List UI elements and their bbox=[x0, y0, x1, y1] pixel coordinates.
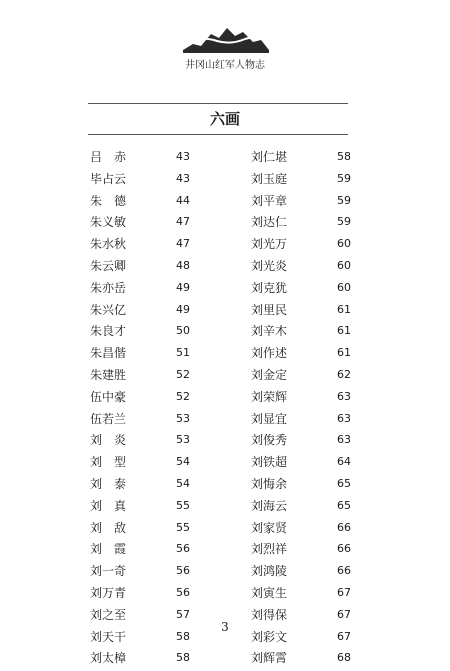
entry-page: 57 bbox=[176, 607, 190, 621]
index-entry bbox=[90, 170, 190, 192]
index-entry bbox=[90, 148, 190, 170]
entry-page: 61 bbox=[337, 302, 351, 316]
entry-page: 47 bbox=[176, 215, 190, 229]
index-entry bbox=[90, 235, 190, 257]
entry-page: 59 bbox=[337, 193, 351, 207]
index-entry bbox=[90, 584, 190, 606]
entry-name: 刘寅生 bbox=[251, 585, 288, 600]
entry-name: 刘辉霄 bbox=[251, 651, 288, 666]
index-entry bbox=[251, 453, 351, 475]
entry-name: 刘 霞 bbox=[90, 542, 127, 557]
section-title: 六画 bbox=[209, 110, 240, 128]
entry-page: 56 bbox=[176, 585, 190, 599]
entry-page: 66 bbox=[337, 542, 351, 556]
index-entry bbox=[90, 519, 190, 541]
entry-name: 朱建胜 bbox=[90, 367, 127, 382]
bottom-rule bbox=[88, 134, 348, 135]
entry-page: 64 bbox=[337, 455, 351, 469]
ground-line bbox=[183, 50, 269, 53]
entry-name: 刘万青 bbox=[90, 585, 127, 600]
entry-page: 66 bbox=[337, 564, 351, 578]
entry-page: 67 bbox=[337, 629, 351, 643]
entry-page: 48 bbox=[176, 258, 190, 272]
entry-name: 刘 型 bbox=[90, 455, 127, 470]
entry-page: 58 bbox=[176, 629, 190, 643]
index-entry bbox=[251, 279, 351, 301]
index-entry bbox=[251, 649, 351, 671]
right-index-column bbox=[251, 148, 351, 671]
entry-name: 刘达仁 bbox=[251, 215, 288, 230]
entry-page: 50 bbox=[176, 324, 190, 338]
entry-name: 刘荣辉 bbox=[251, 389, 288, 404]
entry-page: 65 bbox=[337, 476, 351, 490]
entry-page: 53 bbox=[176, 411, 190, 425]
index-entry bbox=[251, 257, 351, 279]
entry-name: 刘俊秀 bbox=[251, 433, 288, 448]
index-entry bbox=[90, 388, 190, 410]
entry-name: 朱兴亿 bbox=[90, 302, 127, 317]
entry-name: 刘鸿陵 bbox=[251, 564, 288, 579]
entry-name: 刘金定 bbox=[251, 367, 288, 382]
index-entry bbox=[251, 366, 351, 388]
entry-name: 刘 真 bbox=[90, 498, 127, 513]
index-entry bbox=[251, 410, 351, 432]
index-entry bbox=[90, 279, 190, 301]
entry-name: 刘显宜 bbox=[251, 411, 288, 426]
index-entry bbox=[251, 562, 351, 584]
entry-page: 47 bbox=[176, 237, 190, 251]
page-number: 3 bbox=[221, 620, 229, 634]
entry-page: 65 bbox=[337, 498, 351, 512]
entry-name: 刘 敌 bbox=[90, 520, 127, 535]
entry-name: 刘玉庭 bbox=[251, 171, 288, 186]
index-entry bbox=[251, 388, 351, 410]
entry-page: 49 bbox=[176, 302, 190, 316]
left-index-column bbox=[90, 148, 190, 671]
entry-page: 53 bbox=[176, 433, 190, 447]
entry-name: 刘作述 bbox=[251, 346, 288, 361]
entry-name: 毕占云 bbox=[90, 171, 127, 186]
index-entry bbox=[90, 431, 190, 453]
index-entry bbox=[90, 301, 190, 323]
index-entry bbox=[90, 366, 190, 388]
index-entry bbox=[251, 584, 351, 606]
index-entry bbox=[90, 322, 190, 344]
entry-name: 刘平章 bbox=[251, 193, 288, 208]
entry-name: 刘克犹 bbox=[251, 280, 288, 295]
entry-page: 49 bbox=[176, 280, 190, 294]
index-entry bbox=[251, 148, 351, 170]
index-entry bbox=[251, 519, 351, 541]
entry-page: 56 bbox=[176, 542, 190, 556]
index-entry bbox=[90, 410, 190, 432]
entry-name: 刘里民 bbox=[251, 302, 288, 317]
entry-name: 刘之至 bbox=[90, 607, 127, 622]
index-entry bbox=[251, 540, 351, 562]
index-entry bbox=[90, 344, 190, 366]
entry-name: 刘辛木 bbox=[251, 324, 288, 339]
index-entry bbox=[251, 344, 351, 366]
top-rule bbox=[88, 103, 348, 104]
entry-page: 60 bbox=[337, 280, 351, 294]
index-entry bbox=[90, 453, 190, 475]
entry-page: 58 bbox=[176, 651, 190, 665]
entry-name: 刘得保 bbox=[251, 607, 288, 622]
index-entry bbox=[251, 431, 351, 453]
index-entry bbox=[251, 170, 351, 192]
entry-name: 朱昌偕 bbox=[90, 346, 127, 361]
entry-name: 刘家贤 bbox=[251, 520, 288, 535]
entry-name: 刘铁超 bbox=[251, 455, 288, 470]
entry-page: 60 bbox=[337, 258, 351, 272]
index-entry bbox=[90, 562, 190, 584]
entry-name: 刘海云 bbox=[251, 498, 288, 513]
entry-page: 61 bbox=[337, 324, 351, 338]
index-entry bbox=[251, 192, 351, 214]
entry-page: 59 bbox=[337, 215, 351, 229]
index-entry bbox=[251, 301, 351, 323]
entry-name: 刘悔余 bbox=[251, 476, 288, 491]
index-entry bbox=[90, 497, 190, 519]
index-entry bbox=[90, 540, 190, 562]
entry-name: 朱云卿 bbox=[90, 258, 127, 273]
index-entry bbox=[251, 235, 351, 257]
index-entry bbox=[251, 322, 351, 344]
entry-page: 63 bbox=[337, 389, 351, 403]
entry-page: 61 bbox=[337, 346, 351, 360]
mountain-landscape-logo bbox=[183, 20, 269, 56]
index-entry bbox=[90, 192, 190, 214]
entry-page: 44 bbox=[176, 193, 190, 207]
entry-name: 刘光炎 bbox=[251, 258, 288, 273]
entry-page: 67 bbox=[337, 607, 351, 621]
entry-name: 朱亦岳 bbox=[90, 280, 127, 295]
entry-page: 52 bbox=[176, 367, 190, 381]
entry-name: 刘天干 bbox=[90, 629, 127, 644]
entry-page: 58 bbox=[337, 150, 351, 163]
entry-page: 56 bbox=[176, 564, 190, 578]
entry-page: 59 bbox=[337, 171, 351, 185]
entry-name: 刘仁堪 bbox=[251, 150, 288, 164]
entry-name: 刘太樟 bbox=[90, 651, 127, 666]
entry-name: 刘一奇 bbox=[90, 564, 127, 579]
entry-name: 伍若兰 bbox=[90, 411, 127, 426]
entry-page: 51 bbox=[176, 346, 190, 360]
entry-name: 朱义敏 bbox=[90, 215, 127, 230]
index-entry bbox=[90, 257, 190, 279]
entry-page: 60 bbox=[337, 237, 351, 251]
entry-page: 55 bbox=[176, 498, 190, 512]
entry-name: 刘彩文 bbox=[251, 629, 288, 644]
entry-name: 吕 赤 bbox=[90, 150, 127, 164]
index-entry bbox=[251, 213, 351, 235]
index-entry bbox=[90, 475, 190, 497]
entry-page: 54 bbox=[176, 455, 190, 469]
entry-page: 43 bbox=[176, 150, 190, 163]
entry-name: 刘 泰 bbox=[90, 476, 127, 491]
entry-page: 62 bbox=[337, 367, 351, 381]
entry-name: 伍中豪 bbox=[90, 389, 127, 404]
index-entry bbox=[251, 497, 351, 519]
entry-page: 63 bbox=[337, 433, 351, 447]
entry-page: 43 bbox=[176, 171, 190, 185]
entry-page: 68 bbox=[337, 651, 351, 665]
entry-name: 朱良才 bbox=[90, 324, 127, 339]
index-entry bbox=[90, 213, 190, 235]
entry-page: 55 bbox=[176, 520, 190, 534]
entry-name: 刘烈祥 bbox=[251, 542, 288, 557]
index-entry bbox=[90, 649, 190, 671]
entry-page: 66 bbox=[337, 520, 351, 534]
entry-page: 63 bbox=[337, 411, 351, 425]
entry-name: 刘 炎 bbox=[90, 433, 127, 448]
entry-page: 54 bbox=[176, 476, 190, 490]
entry-name: 朱 德 bbox=[90, 193, 127, 208]
index-entry bbox=[251, 475, 351, 497]
entry-name: 朱水秋 bbox=[90, 237, 127, 252]
entry-page: 52 bbox=[176, 389, 190, 403]
book-title: 井冈山红军人物志 bbox=[185, 60, 265, 71]
entry-page: 67 bbox=[337, 585, 351, 599]
entry-name: 刘光万 bbox=[251, 237, 288, 252]
